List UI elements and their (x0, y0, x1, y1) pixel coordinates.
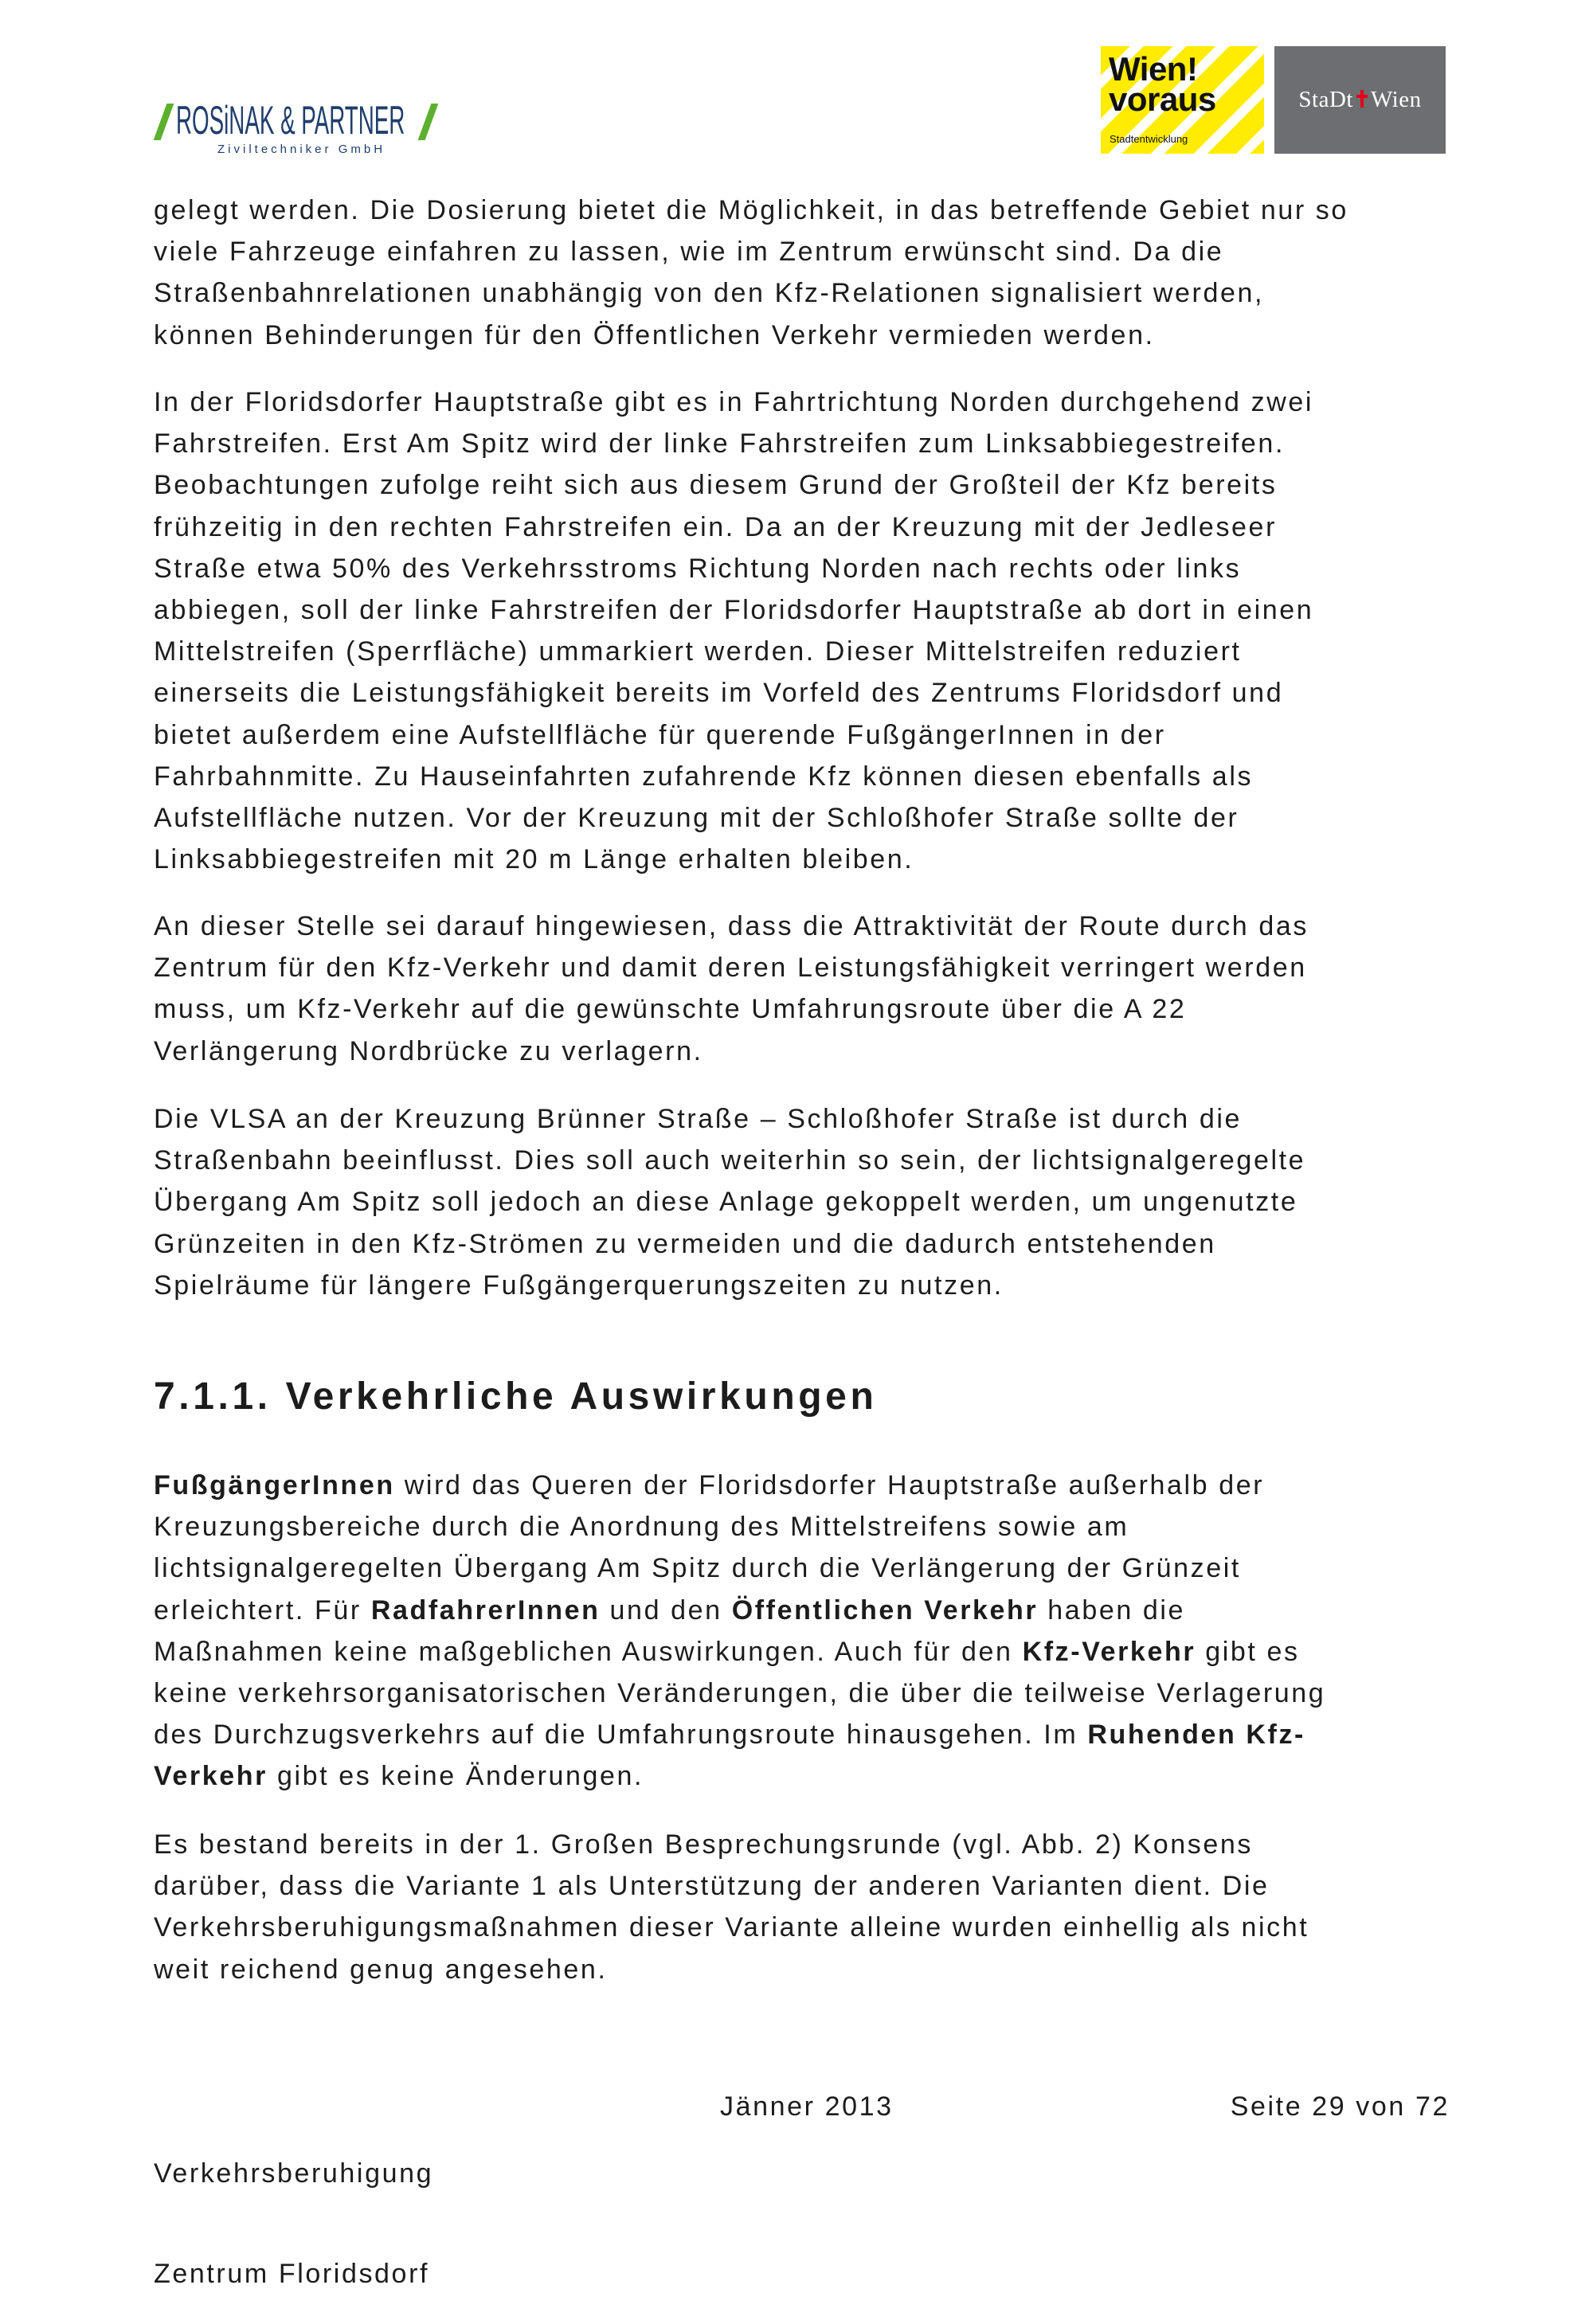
paragraph (154, 906, 1508, 1072)
text-segment: Linksabbiegestreifen mit 20 m Länge erhalten bleiben. (154, 844, 914, 875)
stadt-logo-right-text: Wien (1370, 87, 1422, 112)
wien-logo-line2: voraus (1109, 80, 1216, 118)
footer-title-line2: Zentrum Floridsdorf (154, 2259, 430, 2289)
text-segment: darüber, dass die Variante 1 als Unterstützung der anderen Varianten dient. Die (154, 1871, 1270, 1902)
text-segment: abbiegen, soll der linke Fahrstreifen der Floridsdorfer Hauptstraße ab dort in einen (154, 594, 1314, 625)
footer-title-line1: Verkehrsberuhigung (154, 2158, 434, 2189)
logo-slash-right (418, 104, 439, 140)
text-segment: gibt es keine Änderungen. (267, 1761, 644, 1792)
text-line (154, 1865, 1508, 1907)
stadt-wien-logo (1274, 46, 1446, 154)
text-segment: Die VLSA an der Kreuzung Brünner Straße – Schloßhofer Straße ist durch die (154, 1104, 1243, 1134)
text-line (154, 1031, 1508, 1072)
text-line (154, 1949, 1508, 1990)
text-line (154, 1265, 1508, 1306)
text-segment: Maßnahmen keine maßgeblichen Auswirkungen. Auch für den (154, 1636, 1023, 1667)
text-line (154, 190, 1508, 231)
text-line (154, 315, 1508, 356)
footer-date: Jänner 2013 (720, 2091, 894, 2122)
text-line (154, 464, 1508, 506)
text-segment: gibt es (1196, 1636, 1300, 1667)
text-line (154, 507, 1508, 548)
wien-logo-line3: Stadtentwicklung (1110, 133, 1188, 145)
text-line (154, 589, 1508, 631)
text-segment: haben die (1038, 1594, 1186, 1626)
paragraph (154, 381, 1508, 880)
text-segment: Fahrbahnmitte. Zu Hauseinfahrten zufahrende Kfz können diesen ebenfalls als (154, 761, 1254, 792)
text-segment: Grünzeiten in den Kfz-Strömen zu vermeiden und die dadurch entstehenden (154, 1228, 1216, 1259)
text-line (154, 1223, 1508, 1265)
text-line (154, 1714, 1508, 1755)
paragraph (154, 1465, 1508, 1798)
text-segment: erleichtert. Für (154, 1594, 371, 1626)
text-line (154, 1181, 1508, 1223)
text-line (154, 631, 1508, 672)
text-segment: Straßenbahn beeinflusst. Dies soll auch weiterhin so sein, der lichtsignalgeregelte (154, 1145, 1306, 1176)
text-segment: An dieser Stelle sei darauf hingewiesen, dass die Attraktivität der Route durch das (154, 911, 1309, 941)
text-segment: einerseits die Leistungsfähigkeit bereits im Vorfeld des Zentrums Floridsdorf und (154, 678, 1284, 709)
bold-text: Kfz-Verkehr (1022, 1636, 1196, 1667)
text-line (154, 1465, 1508, 1506)
wien-voraus-logo (1101, 46, 1264, 154)
wien-logo-line1: Wien! (1109, 50, 1198, 88)
text-line (154, 797, 1508, 839)
text-segment: des Durchzugsverkehrs auf die Umfahrungsroute hinausgehen. Im (154, 1720, 1088, 1751)
bold-text: RadfahrerInnen (370, 1594, 601, 1626)
text-line (154, 1506, 1508, 1547)
text-segment: können Behinderungen für den Öffentlichen Verkehr vermieden werden. (154, 319, 1155, 350)
vienna-cross-icon (1356, 90, 1368, 108)
text-segment: Übergang Am Spitz soll jedoch an diese Anlage gekoppelt werden, um ungenutzte (154, 1187, 1298, 1218)
text-line (154, 1755, 1508, 1797)
text-line (154, 231, 1508, 272)
text-segment: Mittelstreifen (Sperrfläche) ummarkiert werden. Dieser Mittelstreifen reduziert (154, 636, 1242, 667)
text-line (154, 1098, 1508, 1140)
text-line (154, 548, 1508, 589)
text-segment: Verlängerung Nordbrücke zu verlagern. (154, 1035, 703, 1066)
bold-text: FußgängerInnen (154, 1470, 395, 1500)
text-segment: Aufstellfläche nutzen. Vor der Kreuzung mit der Schloßhofer Straße sollte der (154, 802, 1239, 833)
text-line (154, 272, 1508, 314)
stadt-logo-left-text: StaDt (1298, 87, 1353, 112)
text-line (154, 1631, 1508, 1673)
text-segment: und den (600, 1594, 732, 1626)
text-line (154, 1907, 1508, 1948)
footer-page-number: Seite 29 von 72 (1230, 2091, 1450, 2122)
text-line (154, 839, 1508, 880)
text-line (154, 1824, 1508, 1865)
text-line (154, 988, 1508, 1030)
text-segment: Spielräume für längere Fußgängerquerungszeiten zu nutzen. (154, 1270, 1004, 1301)
text-segment: Straße etwa 50% des Verkehrsstroms Richtung Norden nach rechts oder links (154, 553, 1242, 584)
text-segment: Es bestand bereits in der 1. Großen Besprechungsrunde (vgl. Abb. 2) Konsens (154, 1829, 1254, 1860)
text-segment: bietet außerdem eine Aufstellfläche für querende FußgängerInnen in der (154, 719, 1166, 750)
text-line (154, 672, 1508, 714)
bold-text: Verkehr (154, 1761, 268, 1792)
text-segment: Fahrstreifen. Erst Am Spitz wird der linke Fahrstreifen zum Linksabbiegestreifen. (154, 428, 1285, 460)
text-segment: Straßenbahnrelationen unabhängig von den Kfz-Relationen signalisiert werden, (154, 278, 1265, 309)
logo-company-name: ROSiNAK & PARTNER (176, 98, 405, 143)
text-segment: wird das Queren der Floridsdorfer Hauptstraße außerhalb der (394, 1470, 1265, 1500)
section-heading: 7.1.1. Verkehrliche Auswirkungen (154, 1375, 878, 1418)
text-line (154, 381, 1508, 423)
bold-text: Öffentlichen Verkehr (731, 1594, 1039, 1626)
bold-text: Ruhenden Kfz- (1087, 1720, 1305, 1751)
text-line (154, 714, 1508, 756)
paragraph (154, 1824, 1508, 1990)
logo-slash-left (154, 104, 174, 140)
text-segment: Verkehrsberuhigungsmaßnahmen dieser Variante alleine wurden einhellig als nicht (154, 1912, 1309, 1943)
text-segment: keine verkehrsorganisatorischen Veränderungen, die über die teilweise Verlagerung (154, 1677, 1326, 1708)
text-segment: In der Floridsdorfer Hauptstraße gibt es in Fahrtrichtung Norden durchgehend zwei (154, 387, 1314, 417)
text-segment: Zentrum für den Kfz-Verkehr und damit deren Leistungsfähigkeit verringert werden (154, 953, 1307, 984)
text-line (154, 1673, 1508, 1714)
paragraph (154, 1098, 1508, 1306)
text-segment: gelegt werden. Die Dosierung bietet die Möglichkeit, in das betreffende Gebiet nur so (154, 195, 1348, 225)
text-line (154, 1547, 1508, 1589)
text-segment: Beobachtungen zufolge reiht sich aus diesem Grund der Großteil der Kfz bereits (154, 470, 1278, 501)
footer-document-title (154, 2090, 433, 2324)
text-line (154, 1140, 1508, 1181)
text-segment: frühzeitig in den rechten Fahrstreifen ein. Da an der Kreuzung mit der Jedleseer (154, 511, 1277, 542)
rosinak-partner-logo (155, 96, 458, 159)
text-line (154, 423, 1508, 464)
text-line (154, 906, 1508, 947)
text-line (154, 947, 1508, 988)
text-line (154, 1590, 1508, 1631)
text-segment: muss, um Kfz-Verkehr auf die gewünschte Umfahrungsroute über die A 22 (154, 994, 1187, 1025)
text-line (154, 756, 1508, 797)
text-segment: viele Fahrzeuge einfahren zu lassen, wie im Zentrum erwünscht sind. Da die (154, 237, 1224, 268)
text-segment: Kreuzungsbereiche durch die Anordnung des Mittelstreifens sowie am (154, 1512, 1129, 1543)
text-segment: lichtsignalgeregelten Übergang Am Spitz durch die Verlängerung der Grünzeit (154, 1553, 1241, 1584)
paragraph (154, 190, 1508, 356)
logo-company-subtitle: Ziviltechniker GmbH (217, 143, 386, 156)
text-segment: weit reichend genug angesehen. (154, 1954, 608, 1985)
